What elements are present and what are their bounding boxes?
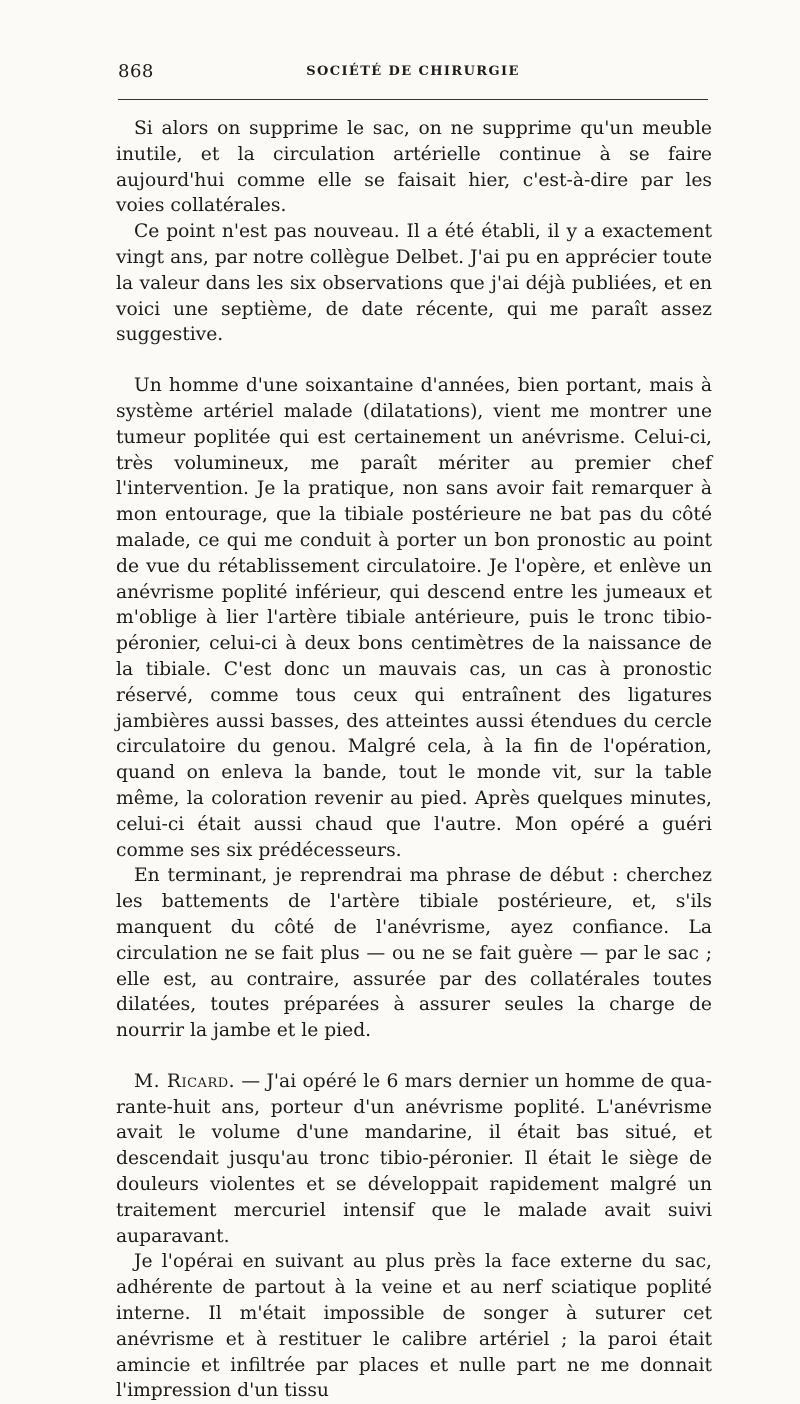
- paragraph-2: Ce point n'est pas nouveau. Il a été établi, il y a exactement vingt ans, par notre collègue Delbet. J'ai pu en apprécier toute la valeur dans les six observations que j'ai déjà publiées, et en voici une septième, de date récente, qui me paraît assez suggestive.: [116, 221, 712, 346]
- speaker-name: M. Ricard.: [134, 1070, 236, 1092]
- paragraph-4: En terminant, je reprendrai ma phrase de début : cherchez les battements de l'artère tibiale postérieure, et, s'ils manquent du côté de l'anévrisme, ayez confiance. La circulation ne se fait plus — ou ne se fait guère — par le sac ; elle est, au contraire, assurée par des collatérales toutes dilatées, toutes préparées à assurer seules la charge de nourrir la jambe et le pied.: [116, 865, 712, 1042]
- paragraph-1: Si alors on supprime le sac, on ne supprime qu'un meuble inutile, et la circulation artérielle continue à se faire aujourd'hui comme elle se faisait hier, c'est-à-dire par les voies collatérales.: [116, 118, 712, 217]
- paragraph-3: Un homme d'une soixantaine d'années, bien portant, mais à système artériel malade (dilatations), vient me montrer une tumeur poplitée qui est certainement un anévrisme. Celui-ci, très volumineux, me paraît mériter au premier chef l'intervention. Je la pratique, non sans avoir fait remarquer à mon entourage, que la tibiale postérieure ne bat pas du côté malade, ce qui me conduit à porter un bon pronostic au point de vue du rétablissement circulatoire. Je l'opère, et enlève un anévrisme poplité inférieur, qui descend entre les jumeaux et m'oblige à lier l'artère tibiale antérieure, puis le tronc tibio-péronier, celui-ci à deux bons centimètres de la naissance de la tibiale. C'est donc un mauvais cas, un cas à pronostic réservé, comme tous ceux qui entraînent des ligatures jambières aussi basses, des atteintes aussi étendues du cercle circulatoire du genou. Malgré cela, à la fin de l'opération, quand on enleva la bande, tout le monde vit, sur la table même, la coloration revenir au pied. Après quelques minutes, celui-ci était aussi chaud que l'autre. Mon opéré a guéri comme ses six prédécesseurs.: [116, 375, 712, 861]
- paragraph-ricard: [116, 1069, 712, 1250]
- page-header: [118, 58, 708, 88]
- body-text: [116, 116, 712, 1404]
- ricard-text: — J'ai opéré le 6 mars dernier un homme de quarante-huit ans, porteur d'un anévrisme poplité. L'anévrisme avait le volume d'une mandarine, il était bas situé, et descendait jusqu'au tronc tibio-péronier. Il était le siège de douleurs violentes et se développait rapidement malgré un traitement mercuriel intensif que le malade avait suivi auparavant.: [116, 1070, 712, 1247]
- page-number: 868: [118, 61, 154, 82]
- paragraph-6: Je l'opérai en suivant au plus près la face externe du sac, adhérente de partout à la veine et au nerf sciatique poplité interne. Il m'était impossible de songer à suturer cet anévrisme et à restituer le calibre artériel ; la paroi était amincie et infiltrée par places et nulle part ne me donnait l'impression d'un tissu: [116, 1251, 712, 1402]
- header-rule: [118, 99, 708, 100]
- running-title: SOCIÉTÉ DE CHIRURGIE: [306, 64, 520, 79]
